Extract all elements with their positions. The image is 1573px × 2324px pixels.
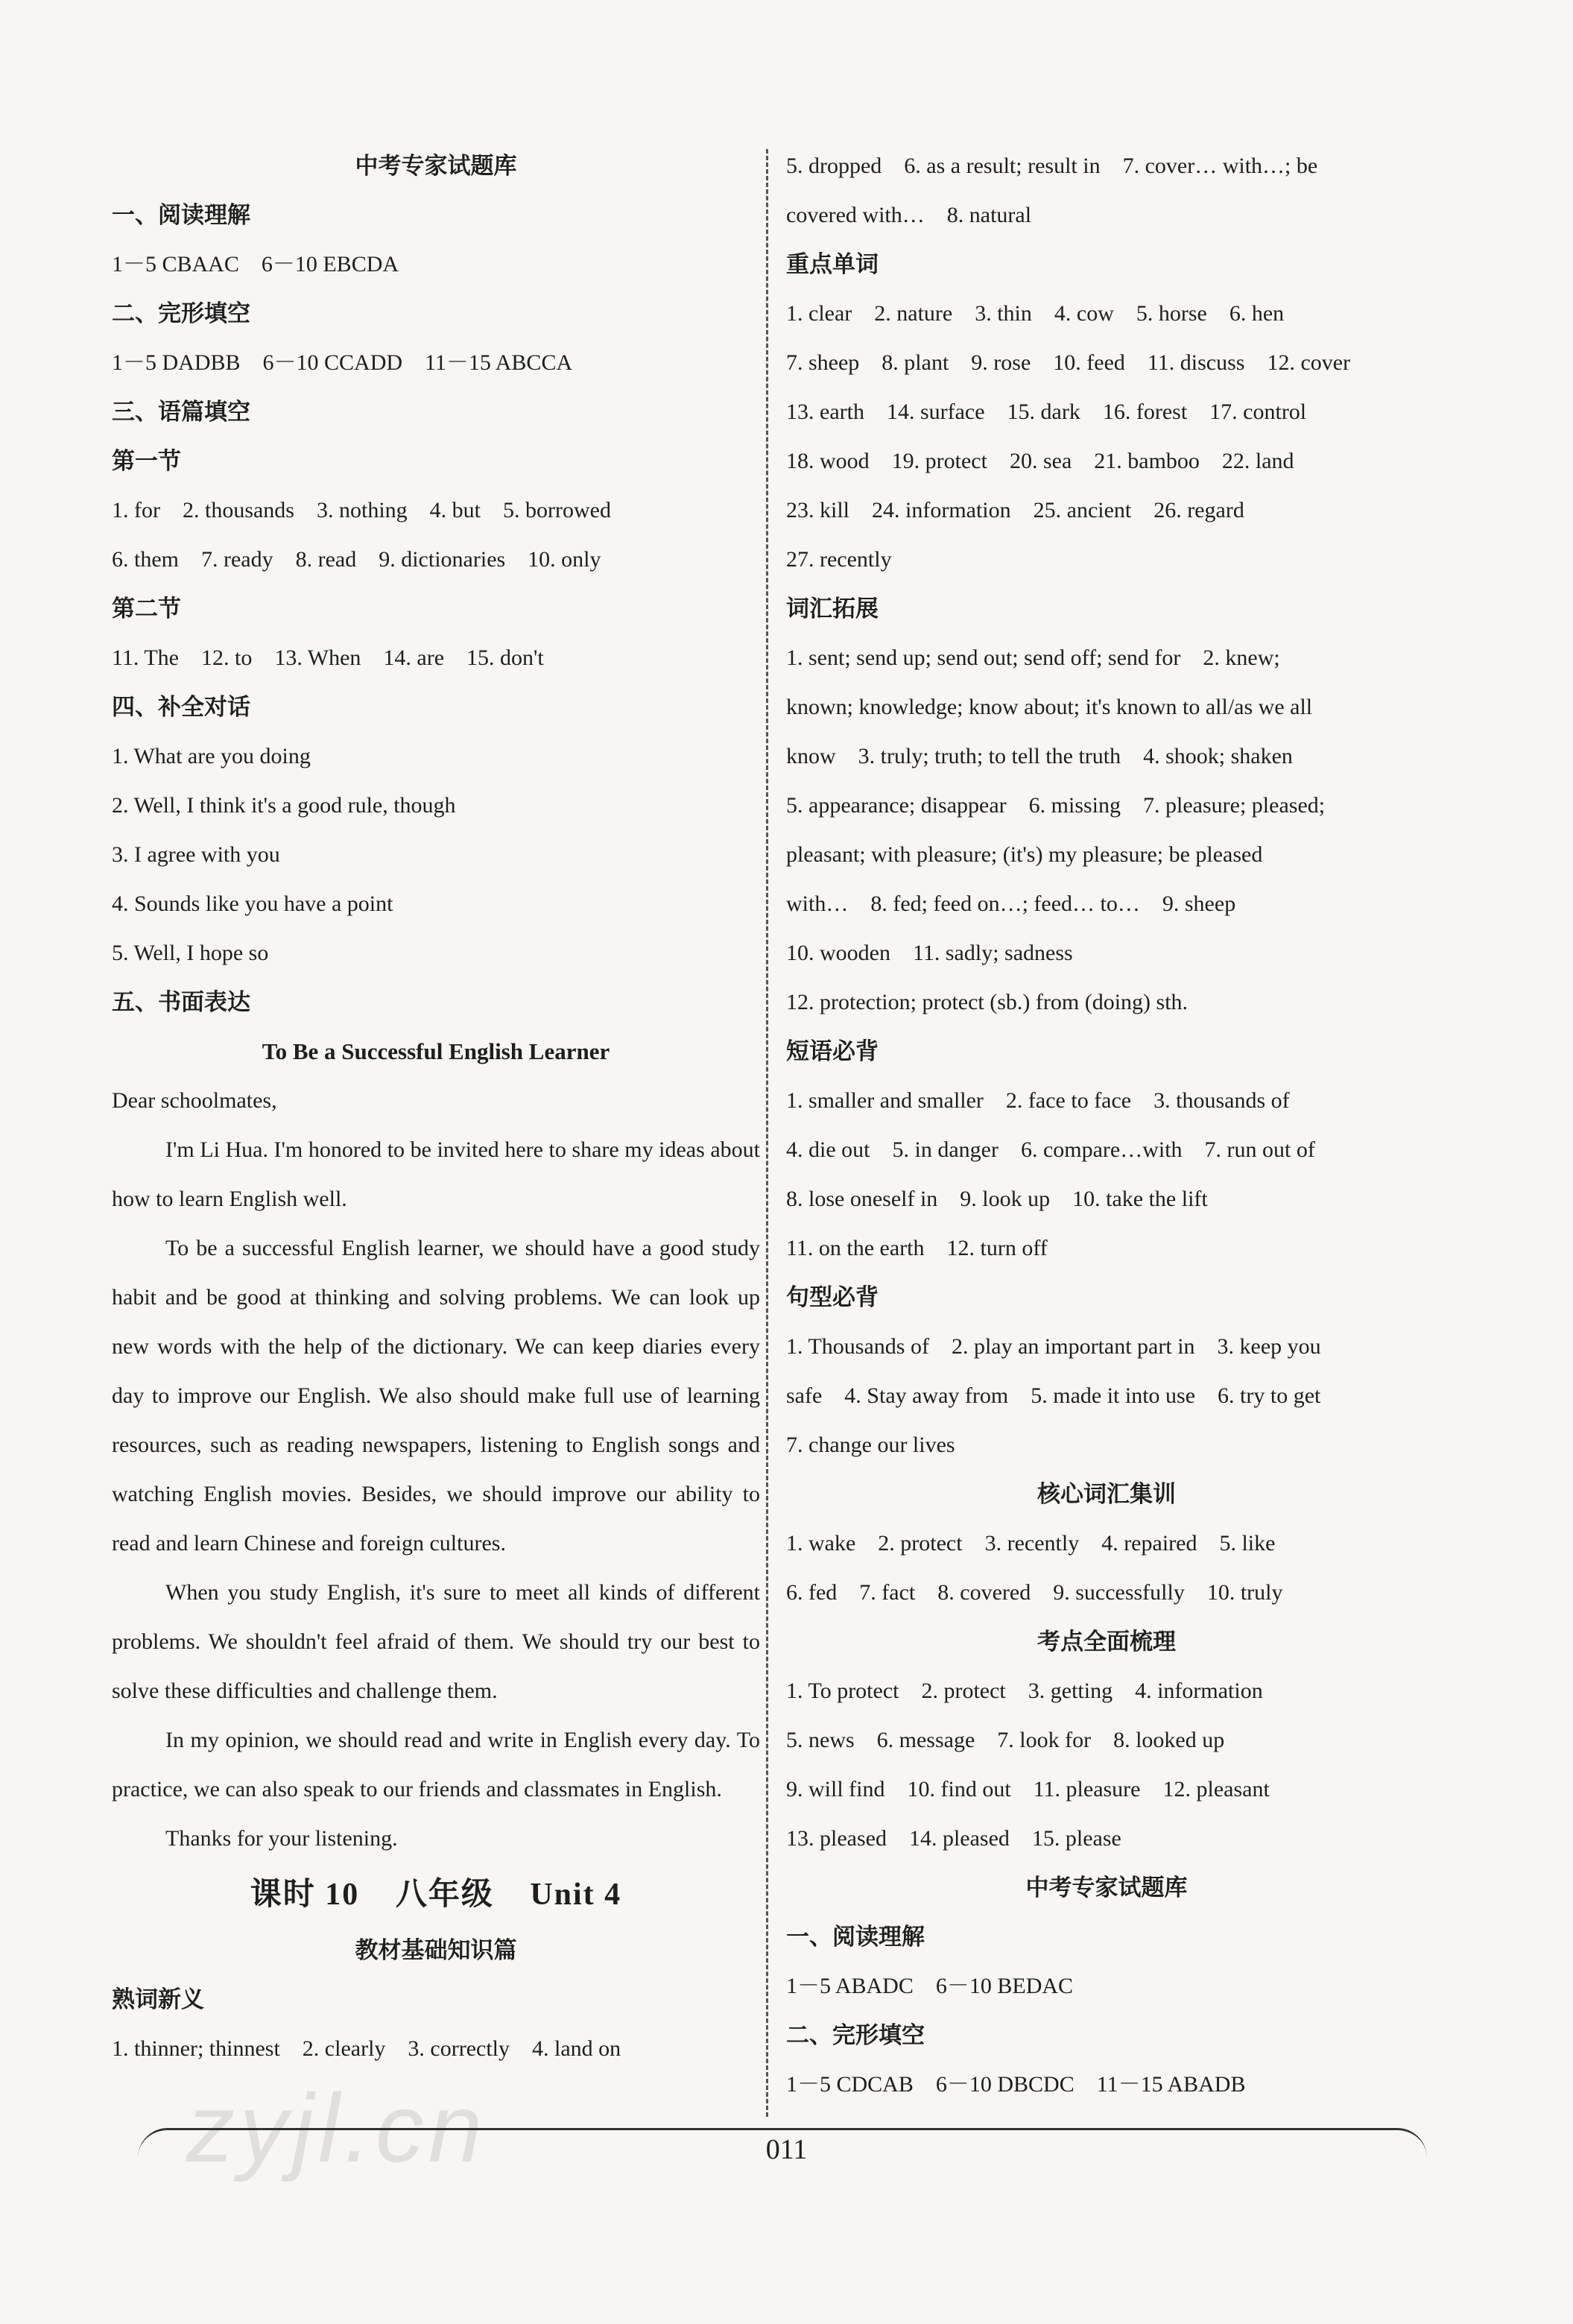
section-key-points: 考点全面梳理 xyxy=(1037,1629,1176,1655)
lesson-title xyxy=(112,1863,760,1926)
answer-line: pleasant; with pleasure; (it's) my pleasure; be pleased xyxy=(786,842,1263,867)
answer-line: 11. on the earth 12. turn off xyxy=(786,1236,1048,1260)
answer-line: 11. The 12. to 13. When 14. are 15. don't xyxy=(112,645,544,670)
answer-line: 4. die out 5. in danger 6. compare…with 7. run out of xyxy=(786,1137,1315,1162)
dialogue-answer: 2. Well, I think it's a good rule, though xyxy=(112,793,456,818)
answer-line: 9. will find 10. find out 11. pleasure 12. pleasant xyxy=(786,1777,1270,1802)
heading-cloze: 二、完形填空 xyxy=(112,300,250,326)
answer-line: 1－5 DADBB 6－10 CCADD 11－15 ABCCA xyxy=(112,350,573,375)
answer-line: 1. smaller and smaller 2. face to face 3. thousands of xyxy=(786,1088,1290,1113)
answer-line: 23. kill 24. information 25. ancient 26. regard xyxy=(786,498,1244,522)
answer-line: 5. news 6. message 7. look for 8. looked up xyxy=(786,1728,1225,1752)
answer-line: 13. pleased 14. pleased 15. please xyxy=(786,1826,1121,1851)
dialogue-answer: 3. I agree with you xyxy=(112,842,280,867)
left-column xyxy=(112,142,760,2074)
right-column xyxy=(786,142,1427,2109)
answer-line: 27. recently xyxy=(786,547,892,572)
answer-line: 1. wake 2. protect 3. recently 4. repaired 5. like xyxy=(786,1531,1276,1556)
heading-new-meaning: 熟词新义 xyxy=(112,1986,204,2012)
heading-dialogue: 四、补全对话 xyxy=(112,694,250,720)
heading-passage-fill: 三、语篇填空 xyxy=(112,399,250,425)
essay-paragraph: To be a successful English learner, we should have a good study habit and be good at thinking and solving problems. We can look up new words with the help of the dictionary. We can keep diaries every day to improve our English. We also should make full use of learning resources, such as reading newspapers, listening to English songs and watching English movies. Besides, we should improve our ability to read and learn Chinese and foreign cultures. xyxy=(112,1236,760,1556)
heading-vocab-extension: 词汇拓展 xyxy=(786,596,879,622)
answer-line: 6. fed 7. fact 8. covered 9. successfully 10. truly xyxy=(786,1580,1283,1605)
answer-line: safe 4. Stay away from 5. made it into use 6. try to get xyxy=(786,1383,1321,1408)
heading-part-1: 第一节 xyxy=(112,448,181,474)
lesson-unit: Unit 4 xyxy=(530,1878,622,1912)
answer-line: know 3. truly; truth; to tell the truth 4. shook; shaken xyxy=(786,744,1293,768)
answer-line: 1. To protect 2. protect 3. getting 4. information xyxy=(786,1679,1263,1703)
dialogue-answer: 4. Sounds like you have a point xyxy=(112,891,393,916)
heading-key-words: 重点单词 xyxy=(786,251,879,277)
section-title: 中考专家试题库 xyxy=(355,153,517,179)
heading-reading: 一、阅读理解 xyxy=(112,202,250,228)
answer-line: 1. thinner; thinnest 2. clearly 3. correctly 4. land on xyxy=(112,2036,621,2061)
answer-line: known; knowledge; know about; it's known to all/as we all xyxy=(786,695,1313,719)
answer-line: 1. sent; send up; send out; send off; send for 2. knew; xyxy=(786,645,1280,670)
heading-part-2: 第二节 xyxy=(112,596,181,622)
answer-line: 7. change our lives xyxy=(786,1433,955,1457)
dialogue-answer: 1. What are you doing xyxy=(112,744,311,768)
lesson-number: 课时 10 xyxy=(250,1878,360,1912)
answer-line: 1. for 2. thousands 3. nothing 4. but 5. borrowed xyxy=(112,498,611,522)
section-core-vocab: 核心词汇集训 xyxy=(1037,1481,1176,1507)
answer-line: 10. wooden 11. sadly; sadness xyxy=(786,941,1073,965)
essay-title: To Be a Successful English Learner xyxy=(262,1038,610,1064)
answer-line: 8. lose oneself in 9. look up 10. take the lift xyxy=(786,1187,1208,1211)
essay-paragraph: When you study English, it's sure to meet all kinds of different problems. We shouldn't feel afraid of them. We should try our best to solve these difficulties and challenge them. xyxy=(112,1580,760,1703)
essay-salutation: Dear schoolmates, xyxy=(112,1088,277,1113)
watermark: zyjl.cn xyxy=(186,2074,487,2182)
column-divider xyxy=(766,149,768,2117)
essay-paragraph: In my opinion, we should read and write in English every day. To practice, we can also speak to our friends and classmates in English. xyxy=(112,1728,760,1802)
answer-line: 1. Thousands of 2. play an important part in 3. keep you xyxy=(786,1334,1321,1359)
heading-sentences: 句型必背 xyxy=(786,1284,879,1310)
answer-line: 6. them 7. ready 8. read 9. dictionaries 10. only xyxy=(112,547,601,572)
answer-line: 13. earth 14. surface 15. dark 16. forest 17. control xyxy=(786,400,1307,424)
answer-line: 7. sheep 8. plant 9. rose 10. feed 11. discuss 12. cover xyxy=(786,350,1351,375)
section-expert-bank: 中考专家试题库 xyxy=(1025,1875,1188,1901)
answer-line: 1－5 ABADC 6－10 BEDAC xyxy=(786,1974,1074,1998)
essay-closing: Thanks for your listening. xyxy=(165,1826,398,1851)
answer-line: 12. protection; protect (sb.) from (doing) sth. xyxy=(786,990,1189,1014)
page-number: 011 xyxy=(765,2134,808,2165)
lesson-grade: 八年级 xyxy=(395,1878,494,1912)
essay-paragraph: I'm Li Hua. I'm honored to be invited here to share my ideas about how to learn English well. xyxy=(112,1137,760,1211)
heading-writing: 五、书面表达 xyxy=(112,989,250,1015)
heading-cloze: 二、完形填空 xyxy=(786,2022,925,2048)
answer-line: 18. wood 19. protect 20. sea 21. bamboo 22. land xyxy=(786,449,1294,473)
answer-line: 5. dropped 6. as a result; result in 7. cover… with…; be xyxy=(786,154,1318,178)
answer-line: 1. clear 2. nature 3. thin 4. cow 5. horse 6. hen xyxy=(786,301,1285,326)
answer-line: 5. appearance; disappear 6. missing 7. pleasure; pleased; xyxy=(786,793,1326,818)
answer-line: with… 8. fed; feed on…; feed… to… 9. sheep xyxy=(786,891,1236,916)
answer-line: covered with… 8. natural xyxy=(786,203,1032,227)
dialogue-answer: 5. Well, I hope so xyxy=(112,941,269,965)
answer-line: 1－5 CBAAC 6－10 EBCDA xyxy=(112,252,399,277)
heading-reading: 一、阅读理解 xyxy=(786,1924,925,1950)
sub-title: 教材基础知识篇 xyxy=(355,1937,517,1963)
heading-phrases: 短语必背 xyxy=(786,1038,879,1064)
answer-line: 1－5 CDCAB 6－10 DBCDC 11－15 ABADB xyxy=(786,2072,1246,2097)
